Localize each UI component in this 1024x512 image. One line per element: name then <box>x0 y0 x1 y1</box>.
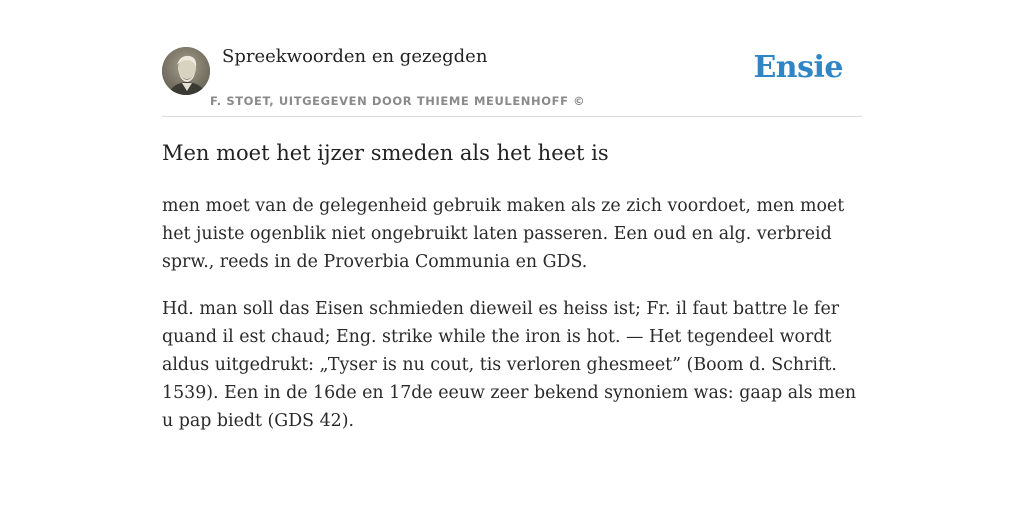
source-title[interactable]: Spreekwoorden en gezegden <box>222 46 488 67</box>
source-meta: F. STOET, UITGEGEVEN DOOR THIEME MEULENHOFF © <box>210 94 586 108</box>
entry-paragraph-2: Hd. man soll das Eisen schmieden dieweil es heiss ist; Fr. il faut battre le fer quand il est chaud; Eng. strike while the iron is hot. — Het tegendeel wordt aldus uitgedrukt: „Tyser is nu cout, tis verloren ghesmeet” (Boom d. Schrift. 1539). Een in de 16de en 17de eeuw zeer bekend synoniem was: gaap als men u pap biedt (GDS 42). <box>162 299 857 431</box>
author-avatar[interactable] <box>162 47 210 95</box>
source-header <box>162 0 862 117</box>
ensie-logo[interactable]: Ensie <box>753 50 843 85</box>
entry-title: Men moet het ijzer smeden als het heet is <box>162 141 609 165</box>
entry-paragraph-1: men moet van de gelegenheid gebruik maken als ze zich voordoet, men moet het juiste ogenblik niet ongebruikt laten passeren. Een oud en alg. verbreid sprw., reeds in de Proverbia Communia en GDS. <box>162 196 845 272</box>
entry-card <box>162 0 862 431</box>
author-portrait-icon <box>162 47 210 95</box>
